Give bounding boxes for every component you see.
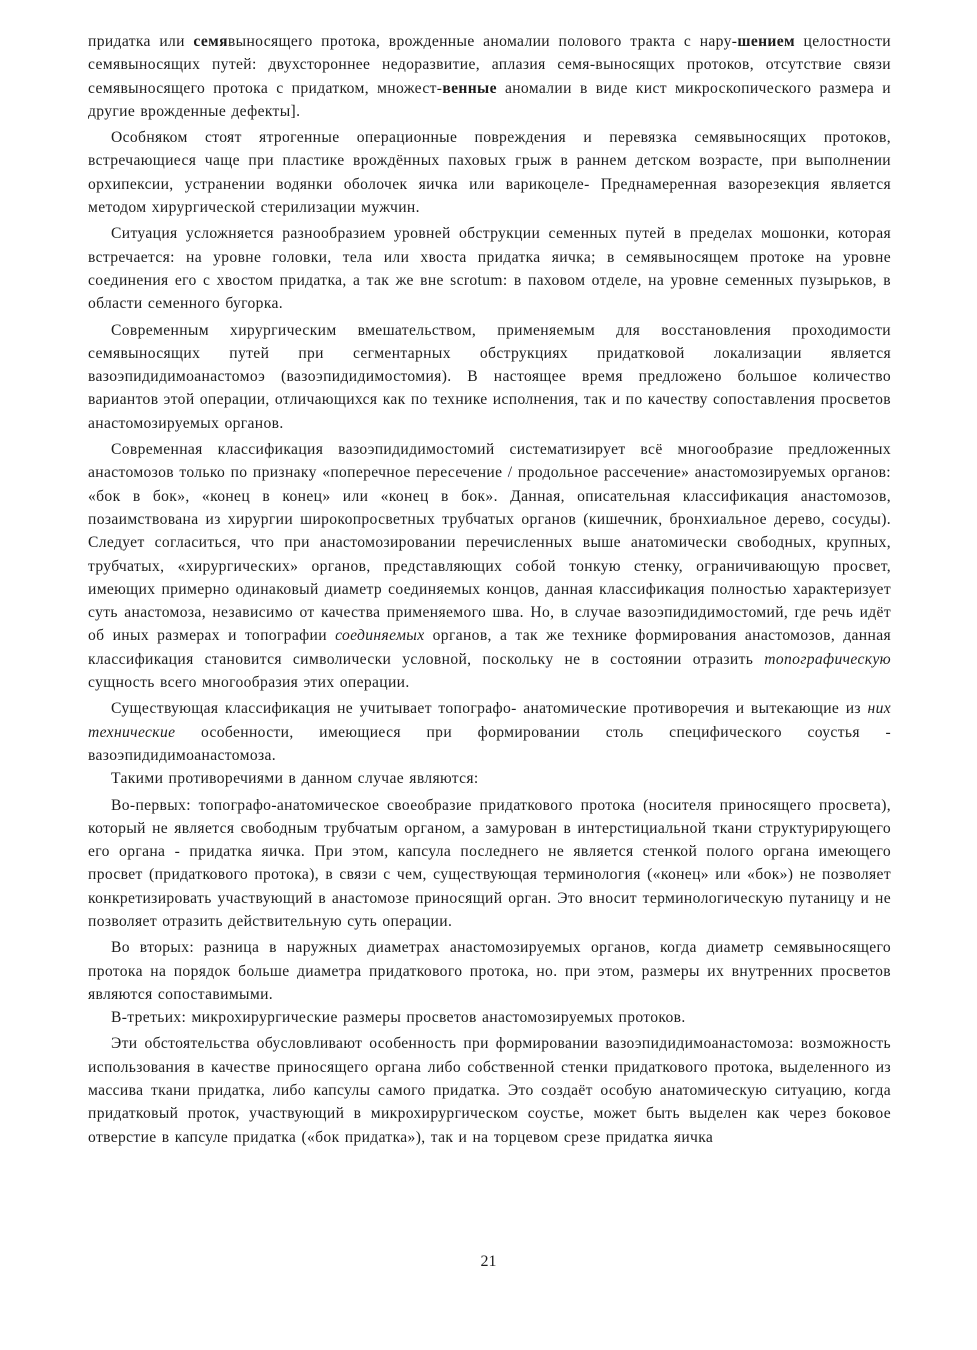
text-run: Эти обстоятельства обусловливают особенность при формировании вазоэпидидимоанастомоза: возможность использования в качестве приносящего органа либо собственной стенки придаткового протока, выделенного из массива ткани придатка, либо капсулы самого придатка. Это создаёт особую анатомическую ситуацию, когда придатковый проток, участвующий в микрохирургическом соустье, может быть выделен как через боковое отверстие в капсуле придатка («бок придатка»), так и на торцевом срезе придатка яичка xyxy=(88,1035,891,1146)
text-run: Ситуация усложняется разнообразием уровней обструкции семенных путей в пределах мошонки, которая встречается: на уровне головки, тела или хвоста придатка яичка; в семявыносящем протоке на уровне соединения его с хвостом придатка, а так же вне scrotum: в паховом отделе, на уровне семенных пузырьков, в области семенного бугорка. xyxy=(88,225,891,313)
paragraph xyxy=(88,767,891,790)
bold-run: шением xyxy=(737,33,796,50)
text-run: Во-первых: топографо-анатомическое своеобразие придаткового протока (носителя приносящего просвета), который не является свободным трубчатым органом, а замурован в интерстициальной ткани структурирующего его органа - придатка яичка. При этом, капсула последнего не является стенкой полого органа имеющего просвет (придаткового протока), в связи с чем, существующая терминология («конец» или «бок») не позволяет конкретизировать участвующий в анастомозе приносящий орган. Это вносит терминологическую путаницу и не позволяет отразить действительную суть операции. xyxy=(88,796,891,930)
paragraph xyxy=(88,1006,891,1029)
paragraph xyxy=(88,794,891,934)
text-run: Современная классификация вазоэпидидимостомий систематизирует всё многообразие предложенных анастомозов только по признаку «поперечное пересечение / продольное рассечение» анастомозируемых органов: «бок в бок», «конец в конец» или «конец в бок». Данная, описательная классификация анастомозов, позаимствована из хирургии широкопросветных трубчатых органов (кишечник, бронхиальное дерево, сосуды). Следует согласиться, что при анастомозировании перечисленных выше анатомически свободных, крупных, трубчатых, «хирургических» органов, представляющих собой тонкую стенку, ограничивающую просвет, имеющих примерно одинаковый диаметр соединяемых концов, данная классификация полностью характеризует суть анастомоза, независимо от качества применяемого шва. Но, в случае вазоэпидидимостомий, где речь идёт об иных размерах и топографии xyxy=(88,441,891,645)
italic-run: них технические xyxy=(88,700,891,741)
text-run: В-третьих: микрохирургические размеры просветов анастомозируемых протоков. xyxy=(111,1009,686,1027)
text-run: придатка или xyxy=(88,33,194,50)
text-run: Современным хирургическим вмешательством, применяемым для восстановления проходимости семявыносящих путей при сегментарных обструкциях придатковой локализации является вазоэпидидимоанастомоэ (вазоэпидидимостомия). В настоящее время предложено большое количество вариантов этой операции, отличающихся как по технике исполнения, так и по качеству сопоставления просветов анастомозируемых органов. xyxy=(88,321,891,432)
paragraph xyxy=(88,30,891,123)
italic-run: топографическую xyxy=(764,650,891,668)
text-run: особенности, имеющиеся при формировании столь специфического соустья - вазоэпидидимоанастомоза. xyxy=(88,723,891,764)
text-run: целостности семявыносящих путей: двухстороннее недоразвитие, аплазия семя-выносящих протоков, отсутствие связи семявыносящего протока с придатком, множест- xyxy=(88,33,891,97)
paragraph xyxy=(88,438,891,694)
text-run: аномалии в виде кист микроскопического размера и другие врожденные дефекты]. xyxy=(88,79,891,120)
paragraph xyxy=(88,697,891,767)
page-number: 21 xyxy=(480,1253,497,1270)
text-run: выносящего протока, врожденные аномалии полового тракта с нару- xyxy=(227,33,738,50)
text-run: органов, а так же технике формирования анастомозов, данная классификация становится символически условной, поскольку не в состоянии отразить xyxy=(88,627,891,668)
text-run: Во вторых: разница в наружных диаметрах анастомозируемых органов, когда диаметр семявыносящего протока на порядок больше диаметра придаткового протока, но. при этом, размеры их внутренних просветов являются сопоставимыми. xyxy=(88,939,891,1003)
paragraph xyxy=(88,936,891,1006)
paragraph xyxy=(88,319,891,435)
text-run: Особняком стоят ятрогенные операционные повреждения и перевязка семявыносящих протоков, встречающиеся чаще при пластике врождённых паховых грыж в раннем детском возрасте, при выполнении орхипексии, устранении водянки оболочек яичка или варикоцеле- Преднамеренная вазорезекция является методом хирургической стерилизации мужчин. xyxy=(88,129,891,217)
paragraph xyxy=(88,1032,891,1148)
text-run: сущность всего многообразия этих операции. xyxy=(88,674,410,692)
bold-run: семя xyxy=(193,33,228,50)
italic-run: соединяемых xyxy=(335,627,425,645)
paragraph xyxy=(88,222,891,315)
text-run: Такими противоречиями в данном случае являются: xyxy=(111,770,479,788)
text-run: Существующая классификация не учитывает топографо- анатомические противоречия и вытекающие из xyxy=(111,700,868,718)
bold-run: венные xyxy=(442,79,497,97)
paragraph xyxy=(88,126,891,219)
document-page xyxy=(88,30,891,1149)
